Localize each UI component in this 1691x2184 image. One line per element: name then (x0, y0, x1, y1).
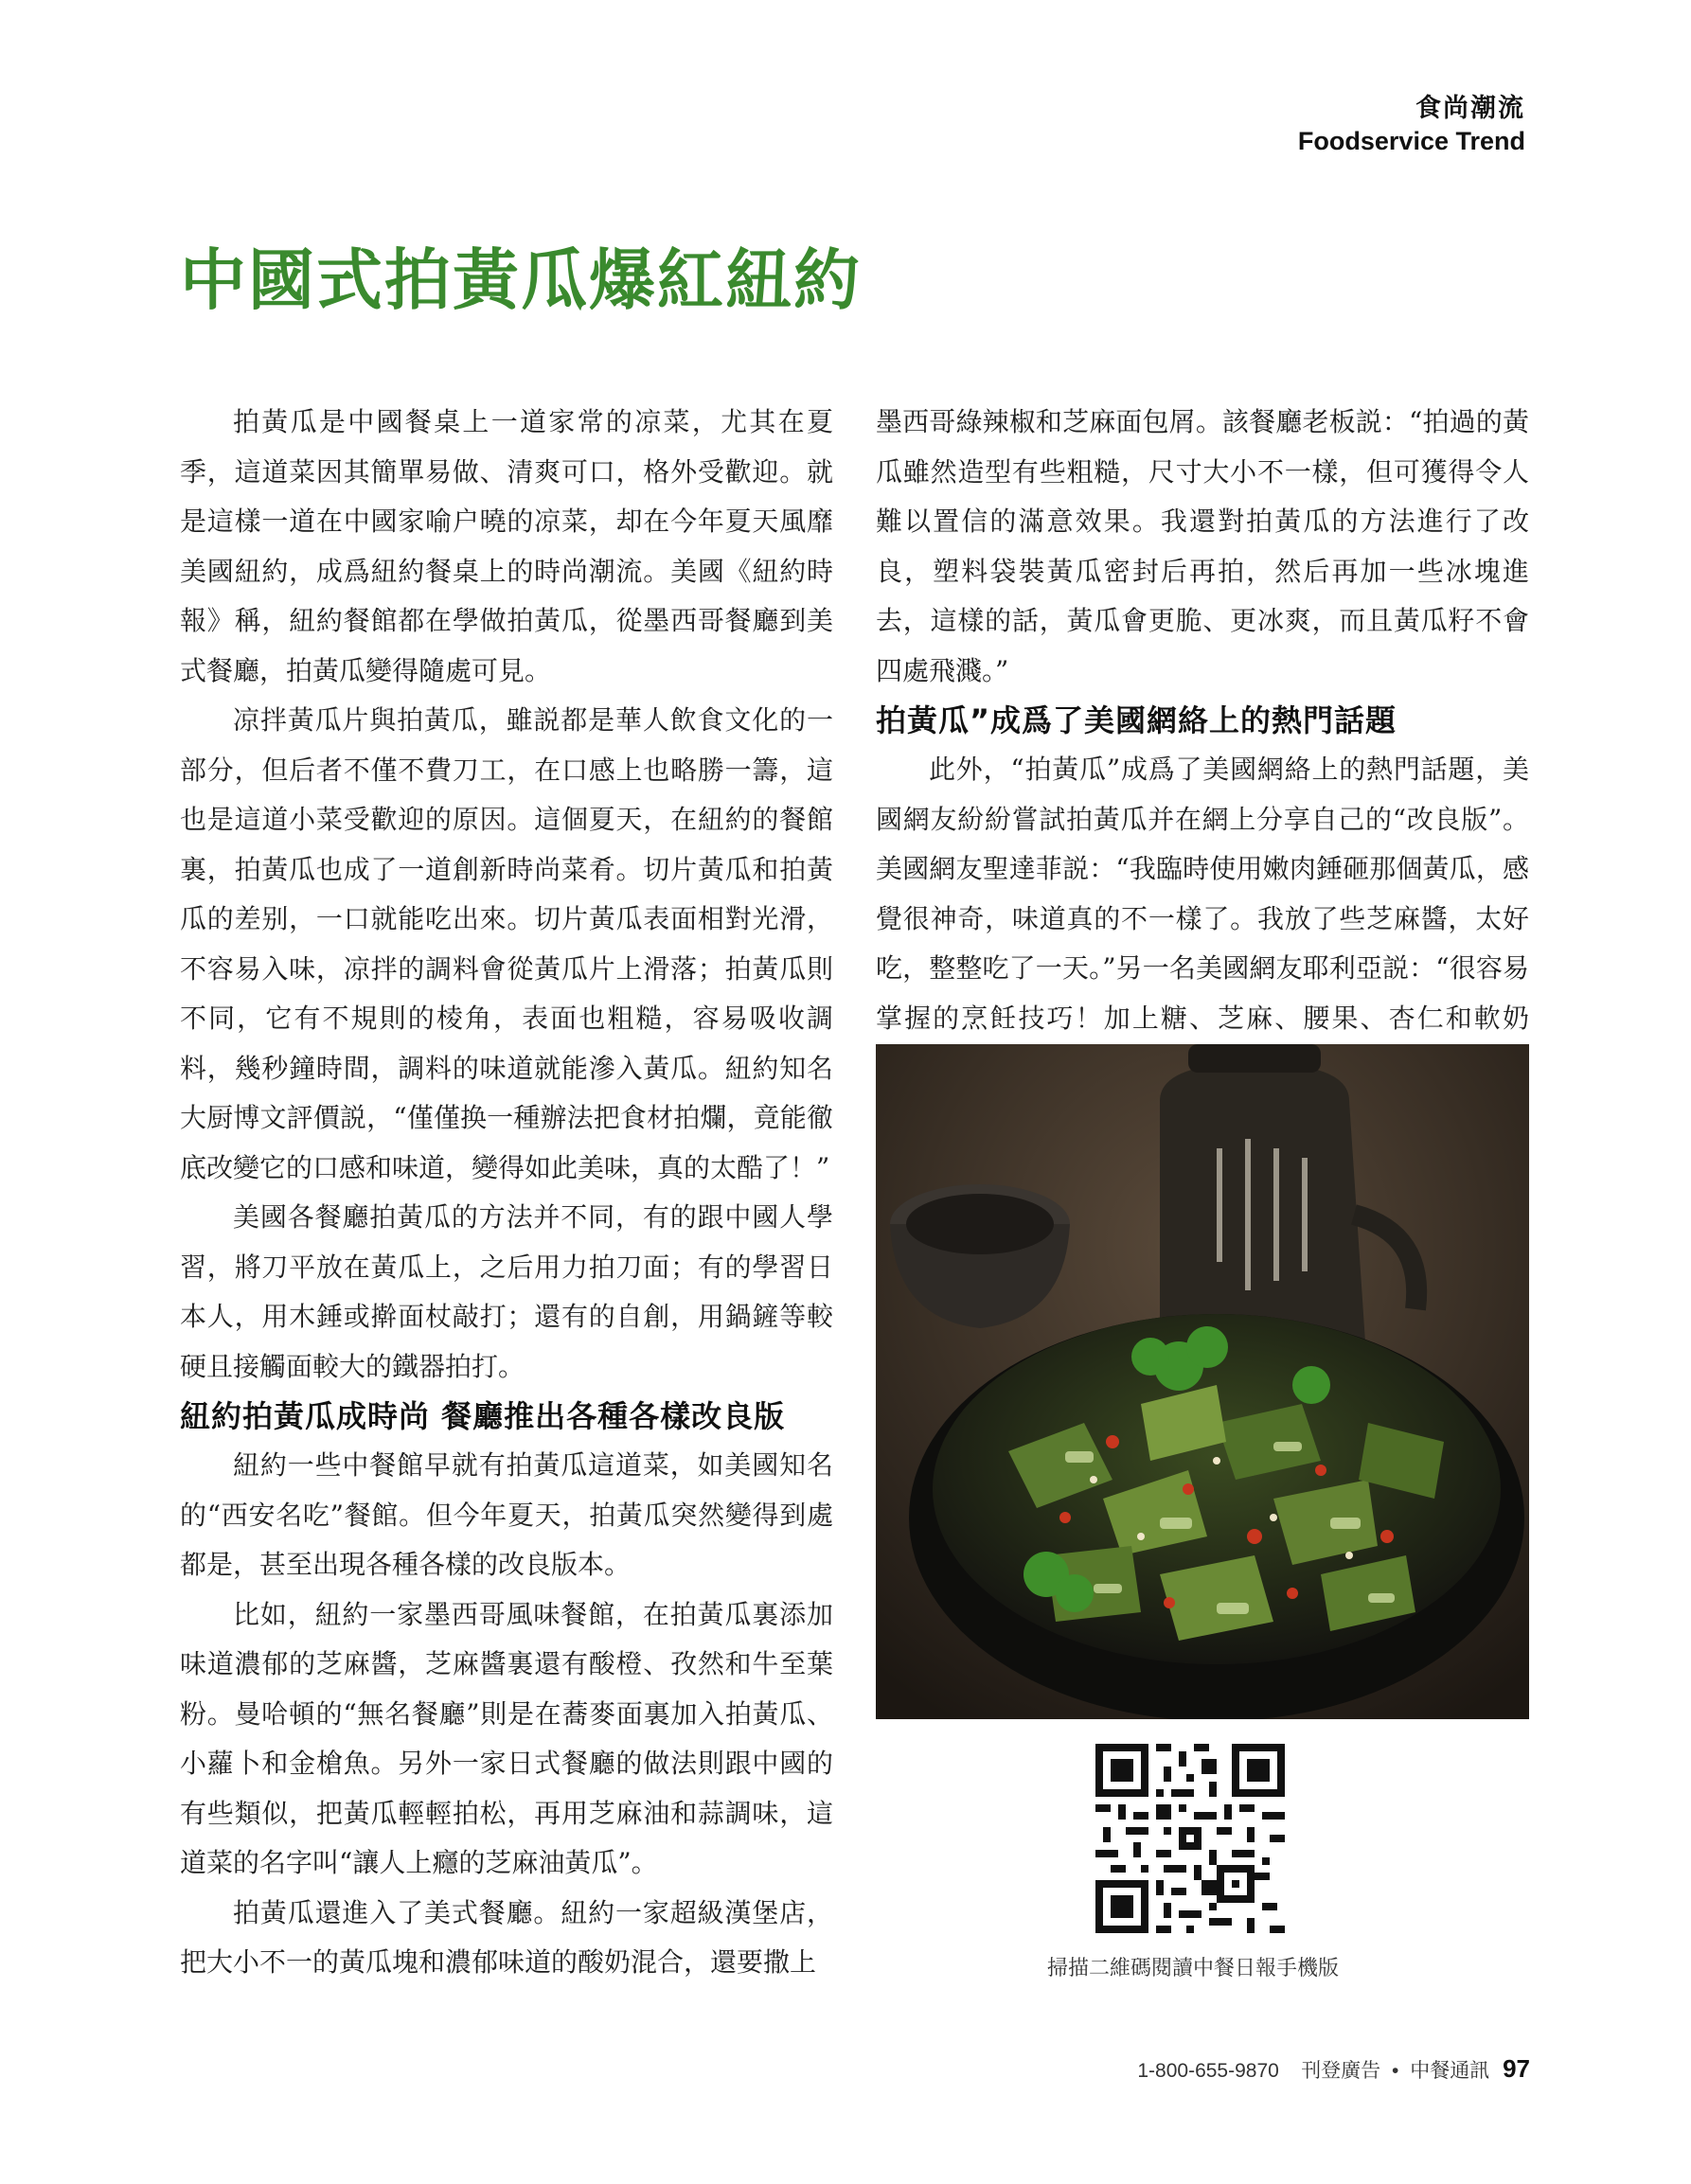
paragraph: 比如，紐約一家墨西哥風味餐館，在拍黃瓜裏添加味道濃郁的芝麻醬，芝麻醬裏還有酸橙、孜然和牛至葉粉。曼哈頓的“無名餐廳”則是在蕎麥面裏加入拍黃瓜、小蘿卜和金槍魚。另外一家日式餐廳的做法則跟中國的有些類似，把黃瓜輕輕拍松，再用芝麻油和蒜調味，這道菜的名字叫“讓人上癮的芝麻油黃瓜”。 (180, 1598, 833, 1878)
paragraph: 拍黃瓜是中國餐桌上一道家常的凉菜，尤其在夏季，這道菜因其簡單易做、清爽可口，格外受歡迎。就是這樣一道在中國家喻户曉的凉菜，却在今年夏天風靡美國紐約，成爲紐約餐桌上的時尚潮流。美國《紐約時報》稱，紐約餐館都在學做拍黃瓜，從墨西哥餐廳到美式餐廳，拍黃瓜變得隨處可見。 (180, 406, 833, 686)
smashed-cucumber-dish-photo (876, 1044, 1529, 1719)
page-footer (1137, 2054, 1530, 2084)
footer-phone: 1-800-655-9870 (1137, 2060, 1279, 2082)
footer-separator: • (1392, 2060, 1399, 2082)
paragraph: 美國各餐廳拍黃瓜的方法并不同，有的跟中國人學習，將刀平放在黃瓜上，之后用力拍刀面；有的學習日本人，用木錘或擀面杖敲打；還有的自創，用鍋鏟等較硬且接觸面較大的鐵器拍打。 (180, 1201, 833, 1382)
paragraph: 凉拌黃瓜片與拍黃瓜，雖説都是華人飲食文化的一部分，但后者不僅不費刀工，在口感上也略勝一籌，這也是這道小菜受歡迎的原因。這個夏天，在紐約的餐館裏，拍黃瓜也成了一道創新時尚菜肴。切片黃瓜和拍黃瓜的差别，一口就能吃出來。切片黃瓜表面相對光滑，不容易入味，凉拌的調料會從黃瓜片上滑落；拍黃瓜則不同，它有不規則的棱角，表面也粗糙，容易吸收調料，幾秒鐘時間，調料的味道就能滲入黃瓜。紐約知名大厨博文評價説，“僅僅换一種辦法把食材拍爛，竟能徹底改變它的口感和味道，變得如此美味，真的太酷了！” (180, 704, 833, 1183)
footer-publication: 中餐通訊 (1410, 2060, 1490, 2082)
section-title-en: Foodservice Trend (1297, 127, 1525, 155)
footer-ads: 刊登廣告 (1301, 2060, 1381, 2082)
paragraph: 此外，“拍黃瓜”成爲了美國網絡上的熱門話題，美國網友紛紛嘗試拍黃瓜并在網上分享自己的“改良版”。美國網友聖達菲説：“我臨時使用嫩肉錘砸那個黃瓜，感覺很神奇，味道真的不一樣了。我放了些芝麻醬，太好吃，整整吃了一天。”另一名美國網友耶利亞説：“很容易掌握的烹飪技巧！加上糖、芝麻、腰果、杏仁和軟奶 (876, 754, 1529, 1034)
section-title-cn: 食尚潮流 (1415, 94, 1525, 123)
left-column (180, 398, 833, 1988)
qr-code[interactable] (1095, 1744, 1285, 1933)
paragraph: 拍黃瓜還進入了美式餐廳。紐約一家超級漢堡店，把大小不一的黃瓜塊和濃郁味道的酸奶混合，還要撒上 (180, 1896, 833, 1978)
paragraph: 墨西哥綠辣椒和芝麻面包屑。該餐廳老板説：“拍過的黃瓜雖然造型有些粗糙，尺寸大小不一樣，但可獲得令人難以置信的滿意效果。我還對拍黃瓜的方法進行了改良，塑料袋裝黃瓜密封后再拍，然后再加一些冰塊進去，這樣的話，黃瓜會更脆、更冰爽，而且黃瓜籽不會四處飛濺。” (876, 406, 1529, 686)
qr-caption: 掃描二維碼閱讀中餐日報手機版 (1046, 1957, 1339, 1980)
page-number: 97 (1503, 2054, 1530, 2083)
right-column (876, 398, 1529, 1093)
section-heading: 拍黃瓜”成爲了美國網絡上的熱門話題 (876, 702, 1397, 738)
section-heading: 紐約拍黃瓜成時尚 餐廳推出各種各樣改良版 (180, 1398, 786, 1434)
paragraph: 紐約一些中餐館早就有拍黃瓜這道菜，如美國知名的“西安名吃”餐館。但今年夏天，拍黃瓜突然變得到處都是，甚至出現各種各樣的改良版本。 (180, 1449, 833, 1580)
article-title: 中國式拍黃瓜爆紅紐約 (180, 240, 862, 319)
